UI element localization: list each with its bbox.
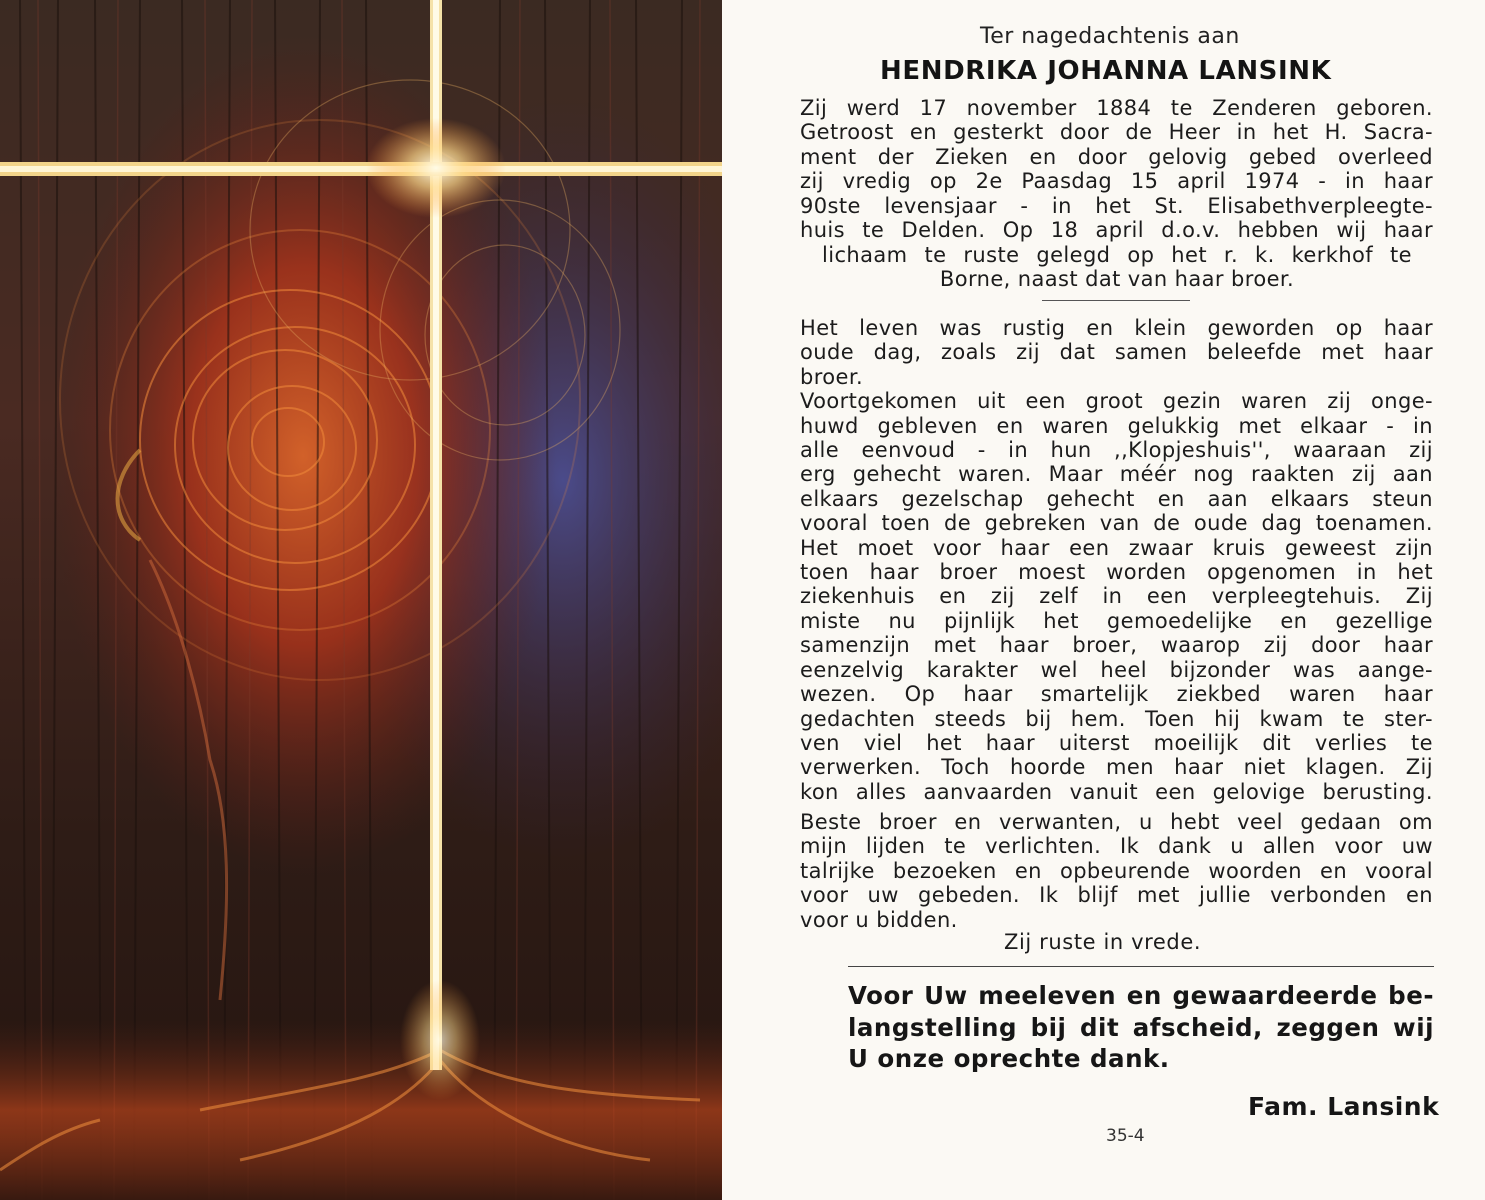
life-line: broer. — [800, 364, 864, 389]
life-line: wezen. Op haar smartelijk ziekbed waren haar — [800, 682, 1433, 707]
rest-in-peace: Zij ruste in vrede. — [1004, 930, 1202, 954]
bio-line: huis te Delden. Op 18 april d.o.v. hebben wij haar — [800, 218, 1433, 243]
life-line: ven viel het haar uiterst moeilijk dit verlies te — [800, 730, 1433, 755]
life-line: verwerken. Toch hoorde men haar niet klagen. Zij — [800, 755, 1433, 780]
life-line: samenzijn met haar broer, waarop zij door haar — [800, 633, 1433, 658]
life-line: gedachten steeds bij hem. Toen hij kwam te ster- — [800, 706, 1433, 731]
life-line: Voortgekomen uit een groot gezin waren zij onge- — [800, 389, 1433, 414]
bio-end-line: lichaam te ruste gelegd op het r. k. kerkhof te — [822, 243, 1412, 267]
bio-line: Getroost en gesterkt door de Heer in het H. Sacra- — [800, 120, 1433, 145]
words-of-deceased — [800, 810, 1433, 932]
intro-line: Ter nagedachtenis aan — [980, 24, 1240, 49]
card-code: 35-4 — [1106, 1126, 1145, 1146]
words-line: mijn lijden te verlichten. Ik dank u allen voor uw — [800, 834, 1433, 859]
family-thanks-line: Voor Uw meeleven en gewaardeerde be- — [848, 981, 1434, 1010]
memorial-artwork — [0, 0, 722, 1200]
life-line: eenzelvig karakter wel heel bijzonder was aange- — [800, 657, 1433, 682]
family-thanks-line: U onze oprechte dank. — [848, 1044, 1170, 1073]
words-line: Beste broer en verwanten, u hebt veel gedaan om — [800, 810, 1433, 834]
family-thanks-line: langstelling bij dit afscheid, zeggen wij — [848, 1012, 1434, 1042]
family-signature: Fam. Lansink — [1248, 1092, 1440, 1121]
bio-line: zij vredig op 2e Paasdag 15 april 1974 - in haar — [800, 169, 1433, 194]
memorial-text-panel — [722, 0, 1485, 1200]
life-line: toen haar broer moest worden opgenomen in het — [800, 560, 1433, 585]
life-line: erg gehecht waren. Maar méér nog raakten zij aan — [800, 462, 1433, 487]
deceased-name: HENDRIKA JOHANNA LANSINK — [880, 56, 1332, 86]
life-line: alle eenvoud - in hun ,,Klopjeshuis'', waaraan zij — [800, 438, 1433, 463]
life-line: ziekenhuis en zij zelf in een verpleegtehuis. Zij — [800, 584, 1433, 609]
words-line: voor u bidden. — [800, 907, 958, 932]
bio-end-line: Borne, naast dat van haar broer. — [939, 267, 1295, 292]
bio-line: ment der Zieken en door gelovig gebed overleed — [800, 144, 1433, 169]
words-line: talrijke bezoeken en opbeurende woorden en vooral — [800, 858, 1433, 883]
life-line: Het leven was rustig en klein geworden op haar — [800, 316, 1433, 340]
life-line: miste nu pijnlijk het gemoedelijke en gezellige — [800, 608, 1433, 633]
divider-long — [848, 966, 1434, 967]
life-line: elkaars gezelschap gehecht en aan elkaars steun — [800, 486, 1433, 511]
life-line: oude dag, zoals zij dat samen beleefde met haar — [800, 340, 1433, 365]
divider-short — [1042, 300, 1190, 301]
words-line: voor uw gebeden. Ik blijf met jullie verbonden en — [800, 883, 1433, 908]
bio-line: 90ste levensjaar - in het St. Elisabethverpleegte- — [800, 193, 1433, 218]
life-line: vooral toen de gebreken van de oude dag toenamen. — [800, 511, 1433, 536]
life-line: huwd gebleven en waren gelukkig met elkaar - in — [800, 413, 1433, 438]
family-thanks — [848, 980, 1434, 1075]
life-line: kon alles aanvaarden vanuit een gelovige berusting. — [800, 779, 1433, 804]
biography-paragraph — [800, 96, 1433, 242]
cross-painting — [0, 0, 722, 1200]
bio-line: Zij werd 17 november 1884 te Zenderen geboren. — [800, 96, 1433, 120]
life-paragraph — [800, 316, 1433, 804]
life-line: Het moet voor haar een zwaar kruis geweest zijn — [800, 535, 1433, 560]
biography-ending — [822, 243, 1412, 292]
